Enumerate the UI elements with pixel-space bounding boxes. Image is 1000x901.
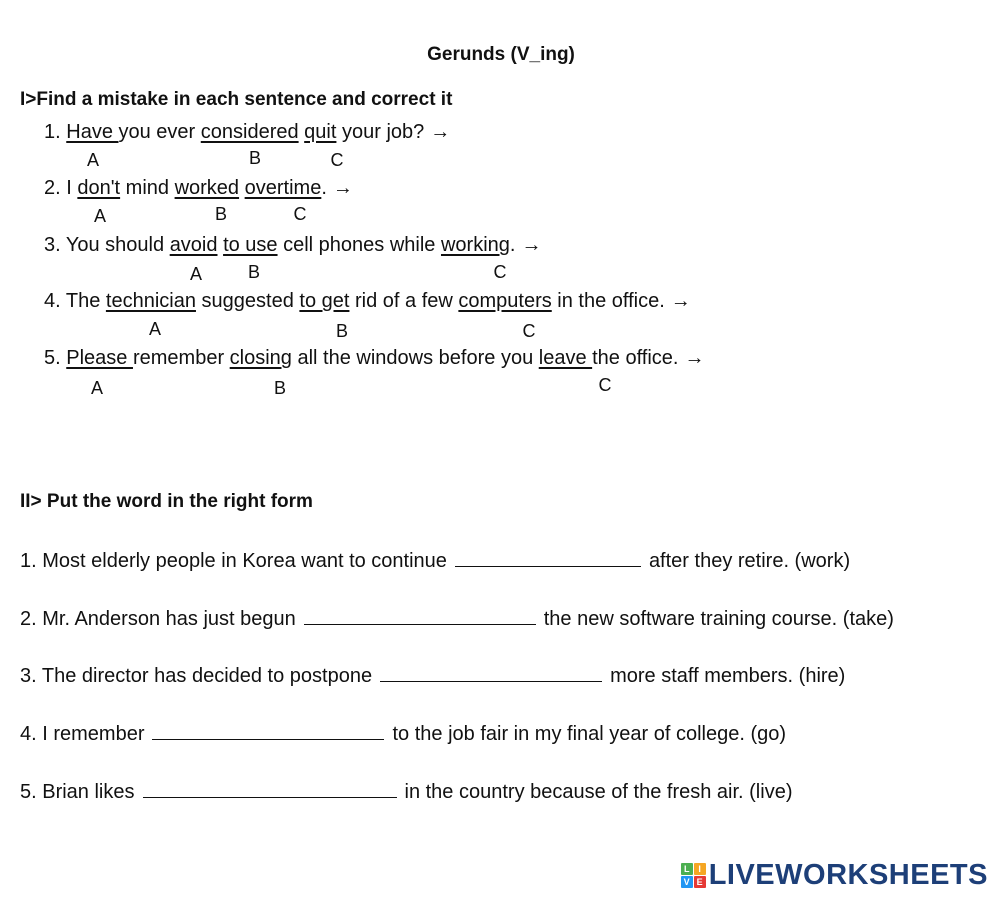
sentence-text: rid of a few — [349, 290, 459, 312]
option-a-text: technician — [105, 290, 196, 312]
option-label-c: C — [293, 204, 307, 224]
option-c-text: quit — [304, 121, 337, 143]
option-label-a: A — [189, 264, 203, 284]
answer-blank[interactable] — [152, 721, 384, 740]
logo-tile: E — [694, 876, 706, 888]
answer-blank[interactable] — [455, 548, 641, 567]
sentence-text: more staff members. (hire) — [610, 665, 846, 687]
sentence-text: cell phones while — [277, 234, 441, 256]
logo-tile: I — [694, 863, 706, 875]
sentence-text: . — [509, 234, 516, 256]
sentence-text: 5. Brian likes — [20, 781, 135, 803]
option-c-text: leave — [538, 347, 593, 369]
option-a-text: Have — [66, 121, 119, 143]
logo-tile: L — [681, 863, 693, 875]
fill-sentence-4 — [20, 721, 786, 746]
arrow-right-icon: → — [332, 177, 353, 199]
option-label-b: B — [247, 262, 261, 282]
arrow-right-icon: → — [430, 121, 451, 143]
mistake-sentence-4 — [44, 290, 691, 313]
option-c-text: overtime — [244, 177, 322, 199]
answer-blank[interactable] — [143, 779, 397, 798]
answer-blank[interactable] — [380, 663, 602, 682]
sentence-text: 5. — [44, 347, 67, 369]
option-a-text: don't — [77, 177, 121, 199]
option-label-c: C — [598, 375, 612, 395]
sentence-text: after they retire. (work) — [648, 550, 851, 572]
option-label-a: A — [86, 150, 100, 170]
option-label-a: A — [93, 206, 107, 226]
logo-icon — [681, 863, 706, 888]
option-label-c: C — [522, 321, 536, 341]
option-label-c: C — [330, 150, 344, 170]
fill-sentence-1 — [20, 548, 850, 573]
mistake-sentence-1 — [44, 121, 450, 144]
option-label-a: A — [90, 378, 104, 398]
option-a-text: Please — [66, 347, 133, 369]
mistake-sentence-5 — [44, 347, 704, 370]
sentence-text: the office. — [592, 347, 679, 369]
sentence-text: 4. The — [44, 290, 106, 312]
sentence-text: remember — [132, 347, 230, 369]
option-label-a: A — [148, 319, 162, 339]
option-b-text: closing — [229, 347, 292, 369]
sentence-text: 4. I remember — [20, 723, 145, 745]
answer-blank[interactable] — [304, 606, 536, 625]
section-2-heading: II> Put the word in the right form — [20, 491, 313, 512]
option-b-text: considered — [200, 121, 299, 143]
sentence-text: all the windows before you — [291, 347, 539, 369]
mistake-sentence-2 — [44, 177, 353, 200]
option-b-text: worked — [174, 177, 240, 199]
option-c-text: working — [440, 234, 510, 256]
worksheet-title: Gerunds (V_ing) — [427, 44, 575, 65]
option-label-b: B — [273, 378, 287, 398]
logo-tile: V — [681, 876, 693, 888]
mistake-sentence-3 — [44, 234, 541, 257]
option-c-text: computers — [458, 290, 552, 312]
arrow-right-icon: → — [670, 290, 691, 312]
sentence-text: 2. Mr. Anderson has just begun — [20, 608, 296, 630]
section-1-heading: I>Find a mistake in each sentence and correct it — [20, 89, 453, 110]
option-a-text: avoid — [169, 234, 218, 256]
fill-sentence-5 — [20, 779, 792, 804]
sentence-text: mind — [120, 177, 175, 199]
fill-sentence-3 — [20, 663, 845, 688]
option-label-b: B — [335, 321, 349, 341]
option-label-b: B — [214, 204, 228, 224]
fill-sentence-2 — [20, 606, 894, 631]
sentence-text: 1. — [44, 121, 67, 143]
option-b-text: to get — [299, 290, 350, 312]
sentence-text: your job? — [336, 121, 425, 143]
sentence-text: in the country because of the fresh air. (live) — [404, 781, 793, 803]
liveworksheets-logo[interactable] — [681, 859, 988, 892]
sentence-text: 3. The director has decided to postpone — [20, 665, 373, 687]
sentence-text: 1. Most elderly people in Korea want to continue — [20, 550, 447, 572]
option-label-c: C — [493, 262, 507, 282]
sentence-text: to the job fair in my final year of college. (go) — [392, 723, 787, 745]
arrow-right-icon: → — [521, 234, 542, 256]
sentence-text: . — [321, 177, 327, 199]
sentence-text: in the office. — [551, 290, 665, 312]
sentence-text: 3. You should — [44, 234, 170, 256]
option-b-text: to use — [223, 234, 278, 256]
sentence-text: 2. I — [44, 177, 78, 199]
option-label-b: B — [248, 148, 262, 168]
arrow-right-icon: → — [684, 347, 705, 369]
sentence-text: suggested — [195, 290, 300, 312]
sentence-text: you ever — [118, 121, 201, 143]
sentence-text: the new software training course. (take) — [543, 608, 894, 630]
logo-text: LIVEWORKSHEETS — [708, 859, 988, 891]
